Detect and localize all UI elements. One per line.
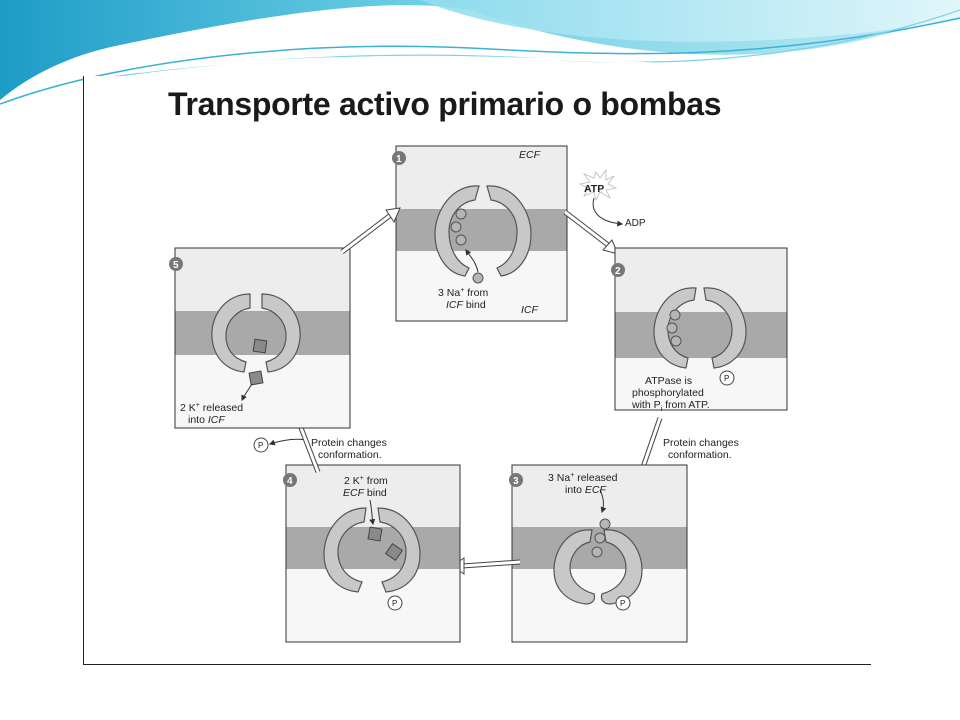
step-1-caption-line1: 3 Na+ from	[438, 287, 489, 299]
step-1-caption-line2: ICF bind	[446, 299, 486, 311]
step-1-panel	[392, 146, 567, 321]
step-2-caption-line3: with $P_i$ from ATP.	[632, 399, 710, 413]
svg-text:P: P	[392, 599, 398, 608]
step-2-number: 2	[615, 266, 621, 277]
protein-changes-left-line2: conformation.	[318, 449, 382, 461]
step-4-caption-line2: ECF bind	[343, 487, 387, 499]
svg-text:P: P	[620, 599, 626, 608]
svg-text:P: P	[724, 374, 730, 383]
step-4-caption-line1: 2 K+ from	[344, 475, 388, 487]
step-2-caption-line2: phosphorylated	[632, 387, 704, 399]
step-3-caption-line2: into ECF	[565, 484, 606, 496]
step-3-number: 3	[513, 476, 519, 487]
protein-changes-left-line1: Protein changes	[311, 437, 387, 449]
step-1-number: 1	[396, 154, 402, 165]
icf-label: ICF	[521, 304, 538, 316]
step-3-caption-line1: 3 Na+ released	[548, 472, 618, 484]
step-5-panel	[169, 248, 350, 428]
svg-text:P: P	[258, 441, 264, 450]
sodium-ion	[473, 273, 483, 283]
step-2-panel	[611, 248, 787, 413]
step-3-panel	[509, 465, 687, 642]
potassium-ion	[249, 371, 263, 385]
step-2-caption-line1: ATPase is	[645, 375, 693, 387]
protein-changes-right-line2: conformation.	[668, 449, 732, 461]
potassium-ion	[253, 339, 267, 353]
potassium-ion	[368, 527, 382, 541]
step-5-caption-line1: 2 K+ released	[180, 402, 244, 414]
step-5-caption-line2: into ICF	[188, 414, 225, 426]
protein-changes-right-line1: Protein changes	[663, 437, 739, 449]
atp-hydrolysis	[580, 170, 646, 229]
atp-label: ATP	[584, 183, 605, 195]
step-5-number: 5	[173, 260, 179, 271]
step-4-number: 4	[287, 476, 293, 487]
adp-label: ADP	[625, 218, 646, 229]
ecf-label: ECF	[519, 149, 540, 161]
slide-title: Transporte activo primario o bombas	[168, 86, 722, 122]
step-4-panel	[283, 465, 460, 642]
